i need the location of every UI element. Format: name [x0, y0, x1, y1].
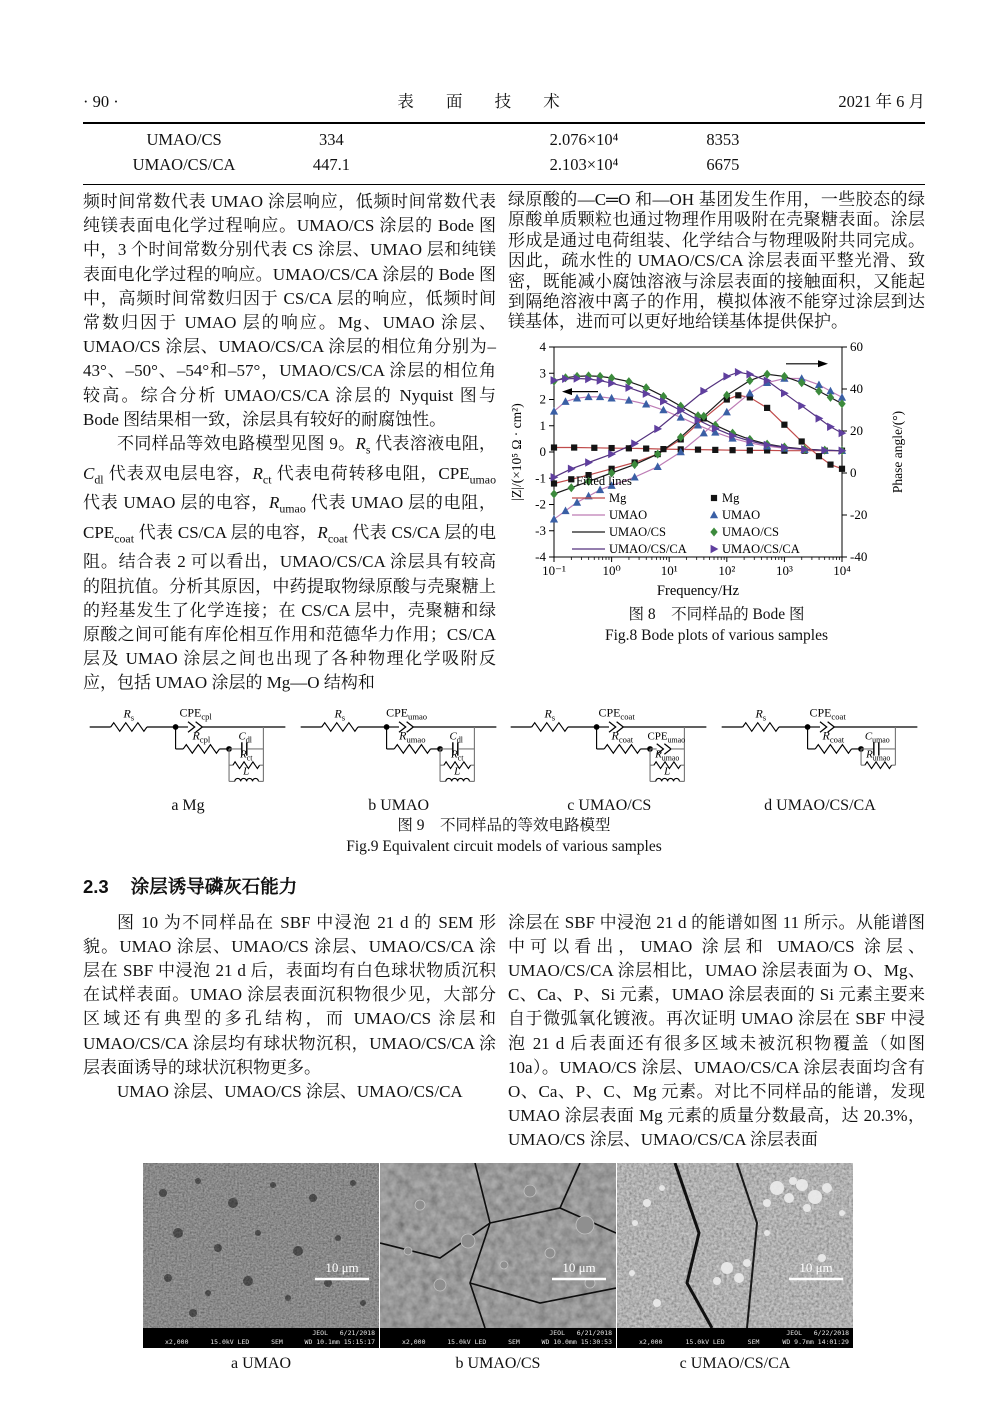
table-continuation — [83, 124, 925, 184]
svg-text:20: 20 — [850, 422, 863, 438]
figure-9 — [83, 706, 925, 857]
figure-8-caption-en: Fig.8 Bode plots of various samples — [604, 626, 829, 644]
svg-text:Frequency/Hz: Frequency/Hz — [656, 582, 740, 599]
right-column-2 — [508, 911, 925, 1153]
sem-info-bar: JEOL 6/21/2018 x2,000 15.0kV LED SEM WD 10.1mm 15:15:17 — [143, 1328, 379, 1348]
svg-text:Rcoat: $R_{coat}$ — [822, 728, 845, 744]
sem-time: 15:15:17 — [343, 1337, 375, 1346]
paragraph: 图 10 为不同样品在 SBF 中浸泡 21 d 的 SEM 形貌。UMAO 涂层、UMAO/CS 涂层、UMAO/CS/CA 涂层在 SBF 中浸泡 21 d 后，表面均有白色球状物质沉积在试样表面。UMAO 涂层表面沉积物很少见，大部分区域还有典型的多孔结构，而 UMAO/CS 涂层和 UMAO/CS/CA 涂层均有球状物沉积，UMAO/CS/CA 涂层表面诱导的球状沉积物更多。 — [83, 912, 496, 1077]
table-cell: 447.1 — [312, 155, 350, 174]
svg-text:1: 1 — [539, 417, 546, 433]
sem-mag: x2,000 — [165, 1337, 189, 1346]
sem-micrograph — [143, 1163, 379, 1328]
svg-text:CPEumao: $CPE_{umao}$ — [647, 730, 686, 744]
svg-text:0: 0 — [850, 464, 857, 480]
svg-text:CPEcoat: $CPE_{coat}$ — [598, 705, 636, 721]
svg-text:L: L — [453, 765, 460, 778]
svg-text:10⁻¹: 10⁻¹ — [542, 562, 566, 578]
svg-text:CPEumao: $CPE_{umao}$ — [385, 705, 427, 721]
circuit-mg — [83, 706, 293, 815]
section-heading — [83, 873, 925, 899]
svg-text:Rumao: $R_{umao}$ — [655, 748, 680, 763]
svg-text:10⁴: 10⁴ — [833, 562, 851, 578]
svg-text:Rs: $R_s$ — [123, 706, 135, 722]
right-column — [508, 190, 925, 696]
left-column — [83, 190, 496, 696]
svg-text:Rumao: $R_{umao}$ — [866, 748, 891, 763]
paragraph: 绿原酸的—C═O 和—OH 基团发生作用，一些胶态的绿原酸单质颗粒也通过物理作用吸附在壳聚糖表面。涂层形成是通过电荷组装、化学结合与物理吸附共同完成。因此，疏水性的 UMAO/CS/CA 涂层表面平整光滑、致密，既能减小腐蚀溶液与涂层表面的接触面积，又能起到隔绝溶液中离子的作用，模拟体液不能穿过涂层到达镁基体，进而可以更好地给镁基体提供保护。 — [508, 190, 925, 332]
svg-text:0: 0 — [539, 443, 546, 459]
scale-label: 10 μm — [562, 1259, 596, 1275]
circuit-label: c UMAO/CS — [567, 796, 652, 814]
sem-label-b: b UMAO/CS — [455, 1354, 541, 1372]
svg-text:Rs: $R_s$ — [334, 706, 345, 722]
svg-text:-4: -4 — [535, 548, 546, 564]
sem-detector: SEM — [271, 1337, 283, 1346]
circuit-diagram — [294, 706, 504, 790]
table-row — [83, 155, 925, 180]
left-column-2 — [83, 911, 496, 1153]
sem-micrograph — [380, 1163, 616, 1328]
page-number: · 90 · — [83, 92, 119, 111]
svg-text:-40: -40 — [850, 548, 868, 564]
circuit-umao-cs-ca — [715, 706, 925, 815]
sem-image-umao-cs-ca — [617, 1163, 853, 1348]
table-row — [83, 130, 925, 155]
svg-text:Rct: $R_{ct}$ — [450, 748, 464, 763]
svg-text:3: 3 — [539, 365, 546, 381]
sem-label-a: a UMAO — [231, 1354, 291, 1372]
circuit-label: b UMAO — [368, 796, 430, 814]
svg-text:-1: -1 — [535, 470, 546, 486]
circuit-umao — [294, 706, 504, 815]
svg-text:Rcoat: $R_{coat}$ — [611, 728, 634, 744]
svg-text:Cdl: $C_{dl}$ — [238, 730, 253, 744]
figure-10 — [143, 1163, 855, 1373]
svg-text:4: 4 — [539, 338, 546, 354]
sem-wd: WD 9.7mm — [782, 1337, 814, 1346]
sem-time: 15:30:53 — [580, 1337, 612, 1346]
scale-label: 10 μm — [799, 1259, 833, 1275]
svg-text:UMAO/CS: UMAO/CS — [722, 524, 779, 539]
figure-8-caption-zh: 图 8 不同样品的 Bode 图 — [628, 605, 805, 623]
sem-image-umao-cs — [380, 1163, 616, 1348]
table-cell: 334 — [319, 130, 344, 149]
svg-text:2: 2 — [539, 391, 546, 407]
svg-text:CPEcpl: $CPE_{cpl}$ — [179, 705, 212, 721]
paragraph: 频时间常数代表 UMAO 涂层响应，低频时间常数代表纯镁表面电化学过程响应。UMAO/CS 涂层的 Bode 图中，3 个时间常数分别代表 CS 涂层、UMAO 层和纯镁表面电化学过程的响应。UMAO/CS/CA 涂层的 Bode 图中，高频时间常数归因于 CS/CA 层的响应，低频时间常数归因于 UMAO 层的响应。Mg、UMAO 涂层、UMAO/CS 涂层、UMAO/CS/CA 涂层的相位角分别为–43°、–50°、–54°和–57°，UMAO/CS/CA 涂层的相位角较高。综合分析 UMAO/CS/CA 涂层的 Nyquist 图与 Bode 图结果相一致，涂层具有较好的耐腐蚀性。 — [83, 192, 496, 429]
sem-info-bar: JEOL 6/22/2018 x2,000 15.0kV LED SEM WD 9.7mm 14:01:29 — [617, 1328, 853, 1348]
svg-text:UMAO/CS/CA: UMAO/CS/CA — [722, 541, 800, 556]
sem-detector: SEM — [508, 1337, 520, 1346]
figure-9-caption-zh: 图 9 不同样品的等效电路模型 — [397, 816, 611, 834]
svg-text:-20: -20 — [850, 506, 868, 522]
sem-time: 14:01:29 — [817, 1337, 849, 1346]
sem-kv: 15.0kV LED — [210, 1337, 250, 1346]
journal-title: 表 面 技 术 — [397, 92, 574, 111]
bode-plot — [508, 337, 912, 599]
svg-text:Rs: $R_s$ — [544, 706, 556, 722]
sem-micrograph — [617, 1163, 853, 1328]
svg-text:-2: -2 — [535, 496, 546, 512]
svg-text:Rumao: $R_{umao}$ — [398, 728, 426, 744]
table-cell: UMAO/CS/CA — [132, 155, 236, 174]
svg-text:10⁰: 10⁰ — [602, 562, 621, 578]
section-number: 2.3 — [83, 875, 109, 897]
svg-text:Cdl: $C_{dl}$ — [449, 730, 463, 744]
svg-text:Rs: $R_s$ — [755, 706, 767, 722]
sem-label-c: c UMAO/CS/CA — [679, 1354, 791, 1372]
sem-kv: 15.0kV LED — [447, 1337, 487, 1346]
sem-kv: 15.0kV LED — [685, 1337, 725, 1346]
svg-text:Rct: $R_{ct}$ — [240, 748, 253, 763]
sem-mag: x2,000 — [402, 1337, 426, 1346]
sem-labels — [143, 1355, 855, 1373]
svg-text:Rcpl: $R_{cpl}$ — [192, 728, 211, 744]
svg-text:CPEcoat: $CPE_{coat}$ — [809, 705, 846, 721]
table-cell: 2.076×10⁴ — [549, 130, 619, 149]
paragraph: 涂层在 SBF 中浸泡 21 d 的能谱如图 11 所示。从能谱图中可以看出，UMAO 涂层和 UMAO/CS 涂层、UMAO/CS/CA 涂层相比，UMAO 涂层表面为 O、Mg、C、Ca、P、Si 元素，UMAO 涂层表面的 Si 元素主要来自于微弧氧化镀液。再次证明 UMAO 涂层在 SBF 中浸泡 21 d 后表面还有很多区域未被沉积物覆盖（如图 10a）。UMAO/CS 涂层、UMAO/CS/CA 涂层表面均含有 O、Ca、P、C、Mg 元素。对比不同样品的能谱，发现 UMAO 涂层表面 Mg 元素的质量分数最高，达 20.3%，UMAO/CS 涂层、UMAO/CS/CA 涂层表面 — [508, 912, 925, 1150]
table-cell: 6675 — [706, 155, 740, 174]
sem-wd: WD 10.1mm — [304, 1337, 340, 1346]
table-bottom-rule — [83, 184, 925, 185]
table-cell: UMAO/CS — [146, 130, 222, 149]
circuit-diagram — [715, 706, 925, 790]
circuit-label: d UMAO/CS/CA — [764, 796, 876, 814]
svg-text:60: 60 — [850, 338, 863, 354]
sem-info-bar: JEOL 6/21/2018 x2,000 15.0kV LED SEM WD 10.0mm 15:30:53 — [380, 1328, 616, 1348]
svg-text:Cumao: $C_{umao}$ — [864, 730, 890, 744]
figure-9-caption-en: Fig.9 Equivalent circuit models of various samples — [346, 837, 662, 855]
paragraph: UMAO 涂层、UMAO/CS 涂层、UMAO/CS/CA — [117, 1082, 463, 1102]
table-cell: 2.103×10⁴ — [549, 155, 619, 174]
table-cell: 8353 — [706, 130, 740, 149]
section-title: 涂层诱导磷灰石能力 — [130, 875, 298, 897]
sem-wd: WD 10.0mm — [541, 1337, 577, 1346]
issue-date: 2021 年 6 月 — [838, 92, 925, 111]
svg-text:Phase angle/(°): Phase angle/(°) — [890, 410, 905, 493]
svg-text:40: 40 — [850, 380, 863, 396]
running-head — [83, 0, 925, 112]
svg-text:Mg: Mg — [609, 490, 627, 505]
svg-text:10³: 10³ — [775, 562, 793, 578]
svg-text:10¹: 10¹ — [660, 562, 678, 578]
circuit-row — [83, 706, 925, 815]
circuit-diagram — [83, 706, 293, 790]
circuit-label: a Mg — [171, 796, 205, 814]
svg-text:L: L — [243, 765, 250, 778]
figure-8 — [508, 337, 925, 646]
svg-text:-3: -3 — [535, 522, 546, 538]
paragraph: 不同样品等效电路模型见图 9。$R_s$ 代表溶液电阻，$C_{dl}$ 代表双电层电容，$R_{ct}$ 代表电荷转移电阻，$CPE_{umao}$ 代表 UMAO 层的电容，$R_{umao}$ 代表 UMAO 层的电阻，$CPE_{coat}$ 代表 CS/CA 层的电容，$R_{coat}$ 代表 CS/CA 层的电阻。结合表 2 可以看出，UMAO/CS/CA 涂层具有较高的阻抗值。分析其原因，中药提取物绿原酸与壳聚糖上的羟基发生了化学连接；在 CS/CA 层中，壳聚糖和绿原酸之间可能有库伦相互作用和范德华力作用；CS/CA 层及 UMAO 涂层之间也出现了各种物理化学吸附反应，包括 UMAO 涂层的 Mg—O 结构和 — [83, 434, 497, 693]
svg-text:Mg: Mg — [722, 490, 740, 505]
svg-text:UMAO/CS: UMAO/CS — [609, 524, 666, 539]
svg-text:UMAO/CS/CA: UMAO/CS/CA — [609, 541, 687, 556]
svg-text:UMAO: UMAO — [609, 507, 648, 522]
circuit-umao-cs — [504, 706, 714, 815]
circuit-diagram — [504, 706, 714, 790]
svg-text:UMAO: UMAO — [722, 507, 761, 522]
svg-text:Fitted lines: Fitted lines — [576, 473, 632, 488]
scale-label: 10 μm — [325, 1259, 359, 1275]
sem-image-umao — [143, 1163, 379, 1348]
svg-text:L: L — [664, 765, 671, 778]
svg-text:10²: 10² — [718, 562, 736, 578]
sem-detector: SEM — [747, 1337, 760, 1346]
svg-text:|Z|/(×10⁵ Ω · cm²): |Z|/(×10⁵ Ω · cm²) — [509, 403, 524, 501]
sem-mag: x2,000 — [639, 1337, 663, 1346]
